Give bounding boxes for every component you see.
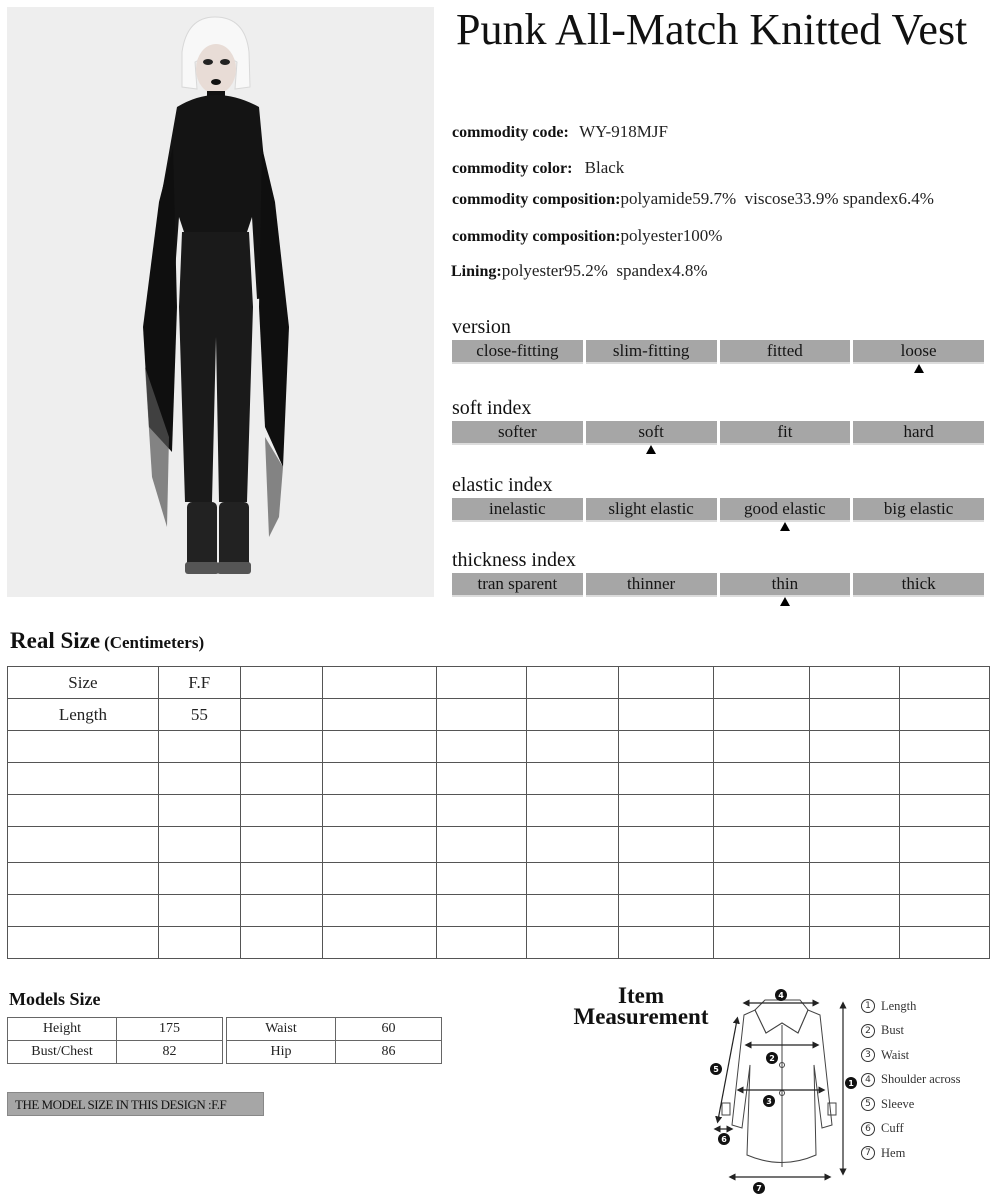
table-cell xyxy=(322,863,436,895)
spec-value: polyester95.2% spandex4.8% xyxy=(501,261,708,280)
table-cell xyxy=(619,763,714,795)
table-cell xyxy=(8,763,159,795)
table-row xyxy=(8,699,990,731)
table-cell xyxy=(527,699,619,731)
real-size-table xyxy=(7,666,990,959)
spec-value: Black xyxy=(584,158,625,177)
selected-marker-icon xyxy=(780,522,790,531)
table-cell: 55 xyxy=(158,699,240,731)
table-cell xyxy=(527,763,619,795)
table-cell: Length xyxy=(8,699,159,731)
table-cell xyxy=(158,895,240,927)
table-cell xyxy=(436,795,527,827)
table-cell: 82 xyxy=(117,1041,223,1064)
index-option-thinner: thinner xyxy=(586,573,717,597)
spec-commodity-composition-2 xyxy=(452,226,722,246)
index-option-close-fitting: close-fitting xyxy=(452,340,583,364)
table-cell: Size xyxy=(8,667,159,699)
table-cell xyxy=(436,763,527,795)
spec-lining xyxy=(451,261,708,281)
table-cell xyxy=(527,667,619,699)
table-cell xyxy=(900,699,990,731)
table-cell xyxy=(240,795,322,827)
table-cell xyxy=(810,699,900,731)
index-option-inelastic: inelastic xyxy=(452,498,583,522)
legend-item-cuff: 6 Cuff xyxy=(861,1117,961,1142)
table-cell xyxy=(810,863,900,895)
legend-item-bust: 2 Bust xyxy=(861,1019,961,1044)
table-cell xyxy=(436,863,527,895)
table-cell xyxy=(619,699,714,731)
table-cell: Bust/Chest xyxy=(8,1041,117,1064)
index-option-good-elastic: good elastic xyxy=(720,498,851,522)
table-row xyxy=(227,1018,442,1041)
index-option-soft: soft xyxy=(586,421,717,445)
table-cell xyxy=(619,731,714,763)
number-4-icon: 4 xyxy=(861,1073,875,1087)
index-elastic xyxy=(452,474,984,522)
table-cell xyxy=(158,763,240,795)
table-cell xyxy=(714,863,810,895)
table-cell xyxy=(158,731,240,763)
table-cell xyxy=(810,763,900,795)
product-title: Punk All-Match Knitted Vest xyxy=(456,5,968,54)
spec-label: commodity code: xyxy=(452,124,569,141)
table-cell xyxy=(158,927,240,959)
selected-marker-icon xyxy=(646,445,656,454)
index-option-softer: softer xyxy=(452,421,583,445)
svg-text:2: 2 xyxy=(769,1054,775,1063)
table-cell xyxy=(322,699,436,731)
table-cell xyxy=(900,795,990,827)
measurement-legend xyxy=(861,994,961,1166)
table-cell xyxy=(436,699,527,731)
table-cell xyxy=(436,895,527,927)
models-size-table-right xyxy=(226,1017,442,1064)
index-option-hard: hard xyxy=(853,421,984,445)
table-cell xyxy=(322,827,436,863)
spec-value: polyester100% xyxy=(620,226,723,245)
index-option-thick: thick xyxy=(853,573,984,597)
index-label: elastic index xyxy=(452,474,553,496)
table-cell xyxy=(619,895,714,927)
table-cell xyxy=(436,667,527,699)
table-cell xyxy=(714,795,810,827)
table-cell xyxy=(810,927,900,959)
table-cell xyxy=(900,927,990,959)
table-cell xyxy=(900,863,990,895)
legend-item-waist: 3 Waist xyxy=(861,1043,961,1068)
table-cell: 86 xyxy=(336,1041,442,1064)
spec-value: polyamide59.7% viscose33.9% spandex6.4% xyxy=(620,189,934,208)
table-row xyxy=(8,895,990,927)
number-7-icon: 7 xyxy=(861,1146,875,1160)
table-cell: Waist xyxy=(227,1018,336,1041)
index-version xyxy=(452,316,984,364)
svg-text:7: 7 xyxy=(756,1184,762,1193)
index-option-thin: thin xyxy=(720,573,851,597)
table-cell xyxy=(8,795,159,827)
legend-item-length: 1 Length xyxy=(861,994,961,1019)
product-photo xyxy=(7,7,434,597)
index-option-fit: fit xyxy=(720,421,851,445)
index-option-loose: loose xyxy=(853,340,984,364)
number-3-icon: 3 xyxy=(861,1048,875,1062)
index-soft xyxy=(452,397,984,445)
table-cell xyxy=(322,895,436,927)
table-cell xyxy=(436,827,527,863)
table-cell xyxy=(158,863,240,895)
spec-label: commodity color: xyxy=(452,160,573,177)
model-figure-illustration xyxy=(7,7,434,597)
selected-marker-icon xyxy=(914,364,924,373)
real-size-title: Real Size xyxy=(10,628,101,653)
number-1-icon: 1 xyxy=(861,999,875,1013)
spec-commodity-color xyxy=(452,158,624,178)
table-cell xyxy=(8,731,159,763)
table-cell: Height xyxy=(8,1018,117,1041)
table-cell xyxy=(240,827,322,863)
index-option-fitted: fitted xyxy=(720,340,851,364)
table-cell: 175 xyxy=(117,1018,223,1041)
table-cell xyxy=(8,827,159,863)
svg-text:1: 1 xyxy=(848,1079,854,1088)
table-cell xyxy=(527,927,619,959)
table-row xyxy=(8,863,990,895)
table-cell xyxy=(527,863,619,895)
table-cell: F.F xyxy=(158,667,240,699)
table-cell xyxy=(322,667,436,699)
svg-text:5: 5 xyxy=(713,1065,719,1074)
number-6-icon: 6 xyxy=(861,1122,875,1136)
models-size-table-left xyxy=(7,1017,223,1064)
table-cell xyxy=(8,895,159,927)
legend-item-sleeve: 5 Sleeve xyxy=(861,1092,961,1117)
table-cell xyxy=(240,863,322,895)
table-cell xyxy=(714,827,810,863)
table-cell xyxy=(714,699,810,731)
table-row xyxy=(8,927,990,959)
table-cell xyxy=(714,667,810,699)
table-row xyxy=(8,667,990,699)
index-option-big-elastic: big elastic xyxy=(853,498,984,522)
table-cell xyxy=(322,763,436,795)
table-row xyxy=(8,827,990,863)
svg-text:3: 3 xyxy=(766,1097,772,1106)
index-option-slight-elastic: slight elastic xyxy=(586,498,717,522)
table-cell xyxy=(240,667,322,699)
table-cell: Hip xyxy=(227,1041,336,1064)
table-cell xyxy=(619,827,714,863)
coat-measurement-diagram-icon xyxy=(700,985,860,1195)
table-cell xyxy=(810,895,900,927)
spec-label: Lining: xyxy=(451,263,502,280)
table-row xyxy=(227,1041,442,1064)
table-cell xyxy=(619,667,714,699)
table-cell xyxy=(527,795,619,827)
spec-value: WY-918MJF xyxy=(579,122,668,141)
spec-label: commodity composition: xyxy=(452,191,621,208)
table-cell xyxy=(240,731,322,763)
index-label: soft index xyxy=(452,397,532,419)
table-cell xyxy=(714,731,810,763)
spec-label: commodity composition: xyxy=(452,228,621,245)
index-label: thickness index xyxy=(452,549,576,571)
table-cell xyxy=(810,795,900,827)
model-size-note: THE MODEL SIZE IN THIS DESIGN :F.F xyxy=(7,1092,264,1116)
table-cell xyxy=(619,927,714,959)
table-cell xyxy=(240,699,322,731)
number-2-icon: 2 xyxy=(861,1024,875,1038)
spec-commodity-code xyxy=(452,122,668,142)
table-cell xyxy=(900,895,990,927)
table-cell xyxy=(714,763,810,795)
table-cell xyxy=(527,827,619,863)
index-thickness xyxy=(452,549,984,597)
table-cell xyxy=(810,667,900,699)
index-option-slim-fitting: slim-fitting xyxy=(586,340,717,364)
svg-text:4: 4 xyxy=(778,991,784,1000)
table-cell xyxy=(240,895,322,927)
table-cell xyxy=(158,795,240,827)
index-option-transparent: tran sparent xyxy=(452,573,583,597)
table-cell xyxy=(810,731,900,763)
table-cell: 60 xyxy=(336,1018,442,1041)
selected-marker-icon xyxy=(780,597,790,606)
table-cell xyxy=(714,895,810,927)
table-cell xyxy=(619,863,714,895)
table-cell xyxy=(436,731,527,763)
table-cell xyxy=(240,763,322,795)
table-cell xyxy=(900,667,990,699)
table-cell xyxy=(810,827,900,863)
table-cell xyxy=(619,795,714,827)
item-measurement-title: Item Measurement xyxy=(573,983,709,1029)
table-cell xyxy=(900,731,990,763)
legend-item-hem: 7 Hem xyxy=(861,1141,961,1166)
models-size-title: Models Size xyxy=(9,989,101,1009)
table-cell xyxy=(714,927,810,959)
table-cell xyxy=(240,927,322,959)
table-cell xyxy=(436,927,527,959)
table-row xyxy=(8,795,990,827)
table-cell xyxy=(527,895,619,927)
legend-item-shoulder-across: 4 Shoulder across xyxy=(861,1068,961,1093)
number-5-icon: 5 xyxy=(861,1097,875,1111)
table-cell xyxy=(8,863,159,895)
table-cell xyxy=(527,731,619,763)
table-cell xyxy=(322,795,436,827)
table-cell xyxy=(322,927,436,959)
svg-text:6: 6 xyxy=(721,1135,727,1144)
table-row xyxy=(8,763,990,795)
table-cell xyxy=(322,731,436,763)
table-row xyxy=(8,1018,223,1041)
spec-commodity-composition xyxy=(452,189,934,209)
index-label: version xyxy=(452,316,511,338)
table-row xyxy=(8,731,990,763)
real-size-unit: (Centimeters) xyxy=(104,633,205,652)
table-cell xyxy=(900,763,990,795)
table-cell xyxy=(900,827,990,863)
real-size-heading xyxy=(10,628,204,654)
table-cell xyxy=(158,827,240,863)
table-cell xyxy=(8,927,159,959)
table-row xyxy=(8,1041,223,1064)
